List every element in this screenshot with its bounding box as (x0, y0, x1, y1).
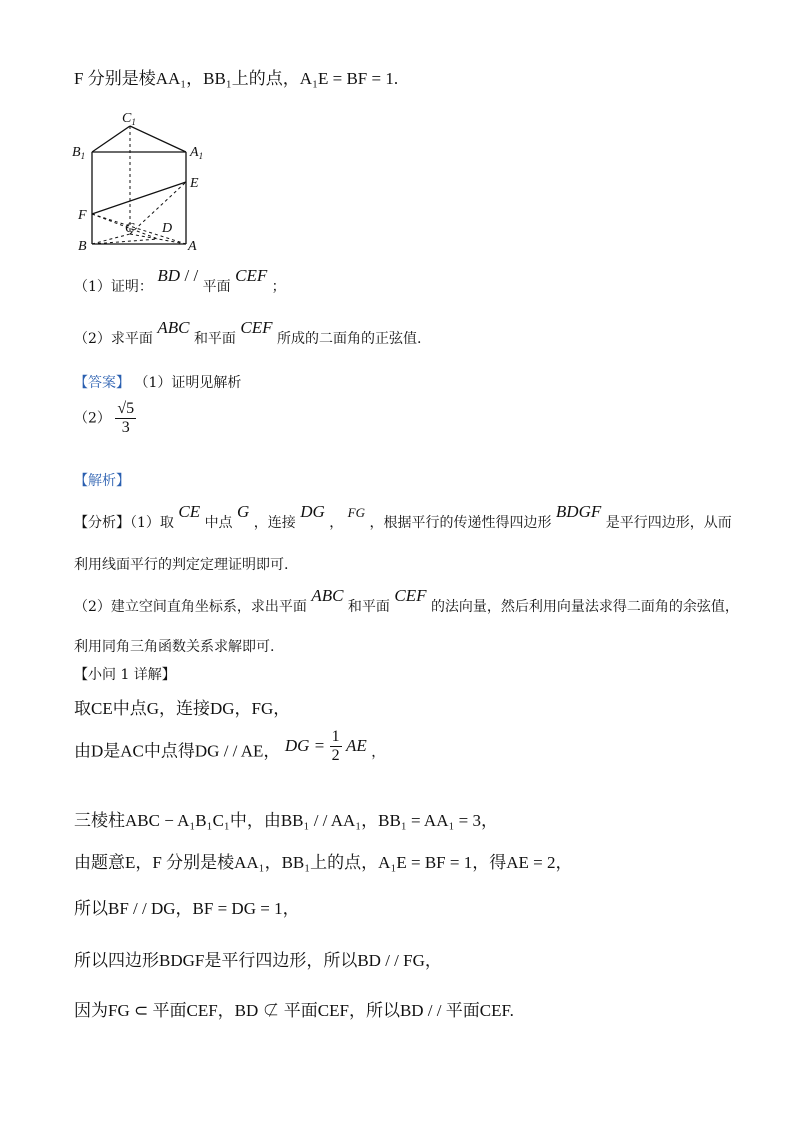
fenxi-line-4: 利用同角三角函数关系求解即可. (74, 639, 275, 655)
step-4: 由题意E，F 分别是棱AA₁，BB₁上的点，A₁E = BF = 1，得AE = 2， (74, 853, 573, 872)
step-1: 取CE中点G，连接DG，FG， (74, 699, 291, 718)
answer-line-2: （2） $\frac{√5}{3}$ (74, 400, 135, 436)
step-5: 所以BF / / DG，BF = DG = 1， (74, 899, 300, 918)
edge-ce (130, 182, 186, 234)
answer-line-1: 【答案】 （1）证明见解析 (74, 375, 242, 391)
label-d: D (162, 221, 173, 236)
fenxi-line-3: （2）建立空间直角坐标系，求出平面 ABC 和平面 CEF 的法向量，然后利用向量法求得二面角的余弦值， (74, 586, 739, 615)
label-c1: $C_1$ (122, 111, 136, 127)
fenxi-line-1: 【分析】（1）取 CE 中点 G ，连接 DG ， FG ，根据平行的传递性得四边形 BDGF 是平行四边形，从而 (74, 502, 732, 531)
label-e: E (190, 176, 199, 191)
q1-cef: CEF (235, 266, 268, 285)
xiaowen-tag: 【小问 1 详解】 (74, 667, 176, 683)
step2-fraction: $\frac{1}{2}$ (331, 728, 340, 764)
step-7: 因为FG ⊂ 平面CEF，BD ⊄ 平面CEF，所以BD / / 平面CEF. (74, 1001, 514, 1020)
question-1: （1）证明： BD / / 平面 CEF ； (74, 266, 286, 295)
label-b1: $B_1$ (72, 145, 86, 161)
answer-fraction: $\frac{√5}{3}$ (117, 400, 135, 436)
edge-bd (92, 239, 158, 244)
prism-figure (70, 108, 230, 258)
question-2: （2）求平面 ABC 和平面 CEF 所成的二面角的正弦值. (74, 318, 422, 347)
label-f: F (78, 208, 87, 223)
analysis-tag: 【解析】 (74, 473, 130, 489)
q1-bd: BD (157, 266, 181, 285)
edge-fe (92, 182, 186, 214)
edge-b1c1 (92, 126, 130, 152)
label-a1: $A_1$ (190, 145, 204, 161)
edge-c1a1 (130, 126, 186, 152)
label-b: B (78, 239, 87, 254)
analysis-tag-line (74, 470, 130, 490)
fenxi-line-2: 利用线面平行的判定定理证明即可. (74, 557, 289, 573)
step-3: 三棱柱ABC − A₁B₁C₁中，由BB₁ / / AA₁，BB₁ = AA₁ = 3， (74, 811, 499, 830)
xiaowen-tag-line (74, 664, 176, 684)
label-a: A (188, 239, 197, 254)
q1-par: / / (184, 266, 199, 285)
label-c: C (125, 221, 135, 236)
problem-line-1 (74, 64, 398, 89)
step-2: 由D是AC中点得DG / / AE， DG = $\frac{1}{2}$ AE ， (74, 728, 386, 764)
step-6: 所以四边形BDGF是平行四边形，所以BD / / FG， (74, 951, 442, 970)
answer-tag: 【答案】 (74, 375, 130, 391)
problem-text: F 分别是棱AA₁，BB₁上的点，A₁E = BF = 1. (74, 69, 399, 88)
